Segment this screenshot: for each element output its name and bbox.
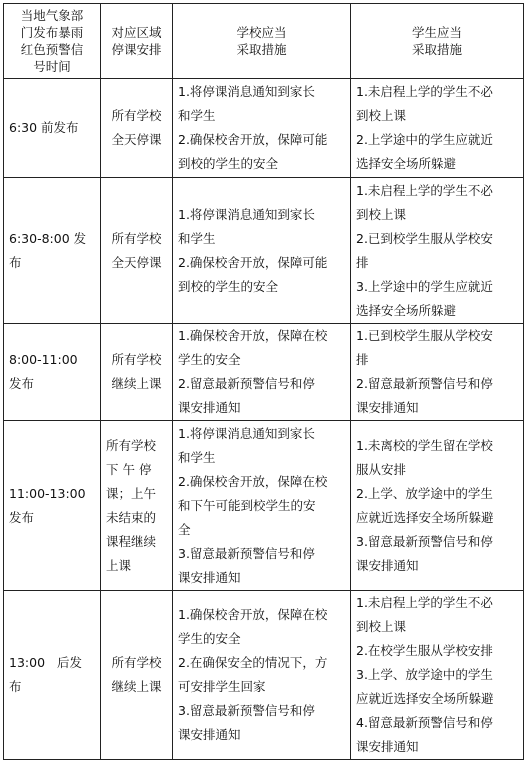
row-school-measures-cell: 1.将停课消息通知到家长 和学生 2.确保校舍开放，保障可能 到校的学生的安全 — [173, 178, 351, 324]
row-school-measures-cell: 1.确保校舍开放，保障在校 学生的安全 2.留意最新预警信号和停 课安排通知 — [173, 324, 351, 421]
row-student-measures-cell: 1.未启程上学的学生不必 到校上课 2.已到校学生服从学校安 排 3.上学途中的学生应就近 选择安全场所躲避 — [351, 178, 524, 324]
table-row — [4, 591, 524, 760]
row-student-measures-cell: 1.未启程上学的学生不必 到校上课 2.上学途中的学生应就近 选择安全场所躲避 — [351, 79, 524, 178]
row-school-measures-cell: 1.将停课消息通知到家长 和学生 2.确保校舍开放，保障可能 到校的学生的安全 — [173, 79, 351, 178]
row-time-cell: 8:00-11:00 发布 — [4, 324, 101, 421]
table-row — [4, 79, 524, 178]
row-arrangement-cell: 所有学校 全天停课 — [101, 79, 173, 178]
table-row — [4, 421, 524, 591]
rainstorm-warning-table — [3, 3, 524, 760]
header-school-measures: 学校应当 采取措施 — [173, 4, 351, 79]
table-row — [4, 324, 524, 421]
row-student-measures-cell: 1.未离校的学生留在学校 服从安排 2.上学、放学途中的学生 应就近选择安全场所躲避 3.留意最新预警信号和停 课安排通知 — [351, 421, 524, 591]
header-student-measures: 学生应当 采取措施 — [351, 4, 524, 79]
table-row — [4, 178, 524, 324]
row-school-measures-cell: 1.将停课消息通知到家长 和学生 2.确保校舍开放，保障在校 和下午可能到校学生的安 全 3.留意最新预警信号和停 课安排通知 — [173, 421, 351, 591]
row-school-measures-cell: 1.确保校舍开放，保障在校 学生的安全 2.在确保安全的情况下，方 可安排学生回家 3.留意最新预警信号和停 课安排通知 — [173, 591, 351, 760]
table-header-row — [4, 4, 524, 79]
row-time-cell: 13:00 后发 布 — [4, 591, 101, 760]
row-time-cell: 11:00-13:00 发布 — [4, 421, 101, 591]
header-class-arrangement: 对应区域 停课安排 — [101, 4, 173, 79]
row-student-measures-cell: 1.未启程上学的学生不必 到校上课 2.在校学生服从学校安排 3.上学、放学途中的学生 应就近选择安全场所躲避 4.留意最新预警信号和停 课安排通知 — [351, 591, 524, 760]
row-time-cell: 6:30 前发布 — [4, 79, 101, 178]
row-time-cell: 6:30-8:00 发 布 — [4, 178, 101, 324]
row-student-measures-cell: 1.已到校学生服从学校安 排 2.留意最新预警信号和停 课安排通知 — [351, 324, 524, 421]
header-warning-time: 当地气象部 门发布暴雨 红色预警信 号时间 — [4, 4, 101, 79]
row-arrangement-cell: 所有学校 继续上课 — [101, 324, 173, 421]
row-arrangement-cell: 所有学校 全天停课 — [101, 178, 173, 324]
row-arrangement-cell: 所有学校 下 午 停 课；上午 未结束的 课程继续 上课 — [101, 421, 173, 591]
row-arrangement-cell: 所有学校 继续上课 — [101, 591, 173, 760]
